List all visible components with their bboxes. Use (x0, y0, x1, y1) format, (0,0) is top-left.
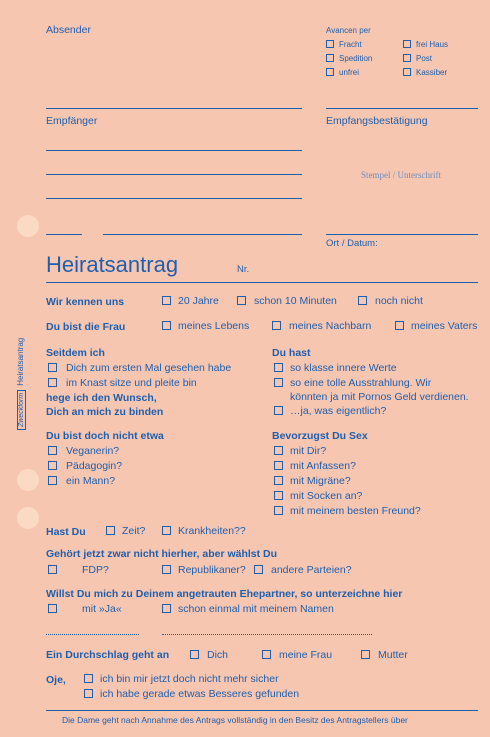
form-nr-label: Nr. (237, 264, 250, 275)
avancen-fracht-checkbox[interactable] (326, 40, 334, 48)
waehlst-republikaner-label: Republikaner? (178, 564, 246, 576)
durchschlag-mutter-label: Mutter (378, 649, 408, 661)
durchschlag-frau-label: meine Frau (279, 649, 333, 661)
durchschlag-mutter-checkbox[interactable] (361, 650, 370, 659)
duhast-eigentlich-label: …ja, was eigentlich? (290, 405, 387, 417)
empfaenger-label: Empfänger (46, 115, 98, 127)
duhast-ausstrahlung-checkbox[interactable] (274, 378, 283, 387)
hastdu-zeit-label: Zeit? (122, 525, 146, 537)
sex-label: Bevorzugst Du Sex (272, 430, 368, 442)
sex-freund-label: mit meinem besten Freund? (290, 505, 421, 517)
nicht-etwa-veganerin-checkbox[interactable] (48, 446, 57, 455)
sex-anfassen-label: mit Anfassen? (290, 460, 356, 472)
footer-text: Die Dame geht nach Annahme des Antrags vollständig in den Besitz des Antragstellers über (62, 715, 408, 725)
waehlst-fdp-label: FDP? (82, 564, 109, 576)
sex-migraene-checkbox[interactable] (274, 476, 283, 485)
avancen-post-checkbox[interactable] (403, 54, 411, 62)
willst-ja-checkbox[interactable] (48, 604, 57, 613)
avancen-kassiber-label: Kassiber (416, 68, 448, 77)
form-title: Heiratsantrag (46, 252, 179, 277)
sex-mitdir-label: mit Dir? (290, 445, 327, 457)
frau-label: Du bist die Frau (46, 321, 126, 333)
avancen-post-label: Post (416, 54, 433, 63)
ort-datum-label: Ort / Datum: (326, 238, 378, 249)
durchschlag-dich-checkbox[interactable] (190, 650, 199, 659)
sex-freund-checkbox[interactable] (274, 506, 283, 515)
avancen-unfrei-label: unfrei (339, 68, 360, 77)
empfaenger-line-4b[interactable] (103, 234, 302, 235)
oje-besseres-checkbox[interactable] (84, 689, 93, 698)
oje-unsicher-checkbox[interactable] (84, 674, 93, 683)
frau-vaters-checkbox[interactable] (395, 321, 404, 330)
absender-label: Absender (46, 24, 91, 36)
duhast-label: Du hast (272, 347, 311, 359)
waehlst-andere-label: andere Parteien? (271, 564, 352, 576)
nicht-etwa-label: Du bist doch nicht etwa (46, 430, 164, 442)
ort-datum-line[interactable] (326, 234, 478, 235)
waehlst-label: Gehört jetzt zwar nicht hierher, aber wählst Du (46, 548, 278, 560)
avancen-line (326, 108, 478, 109)
durchschlag-dich-label: Dich (207, 649, 229, 661)
seitdem-gesehen-label: Dich zum ersten Mal gesehen habe (66, 362, 232, 374)
avancen-freihaus-label: frei Haus (416, 40, 449, 49)
kennen-20jahre-checkbox[interactable] (162, 296, 171, 305)
footer-line (46, 710, 478, 711)
nicht-etwa-veganerin-label: Veganerin? (66, 445, 120, 457)
duhast-ausstrahlung-label: so eine tolle Ausstrahlung. Wir (290, 377, 432, 389)
kennen-label: Wir kennen uns (46, 296, 125, 308)
avancen-freihaus-checkbox[interactable] (403, 40, 411, 48)
punch-hole-middle (17, 469, 39, 491)
oje-label: Oje, (46, 674, 66, 686)
empfaenger-line-3[interactable] (46, 198, 302, 199)
hastdu-krankheiten-label: Krankheiten?? (178, 525, 246, 537)
frau-nachbarn-label: meines Nachbarn (289, 320, 372, 332)
hastdu-krankheiten-checkbox[interactable] (162, 526, 171, 535)
nicht-etwa-paedagogin-label: Pädagogin? (66, 460, 123, 472)
frau-nachbarn-checkbox[interactable] (272, 321, 281, 330)
nicht-etwa-mann-label: ein Mann? (66, 475, 116, 487)
willst-label: Willst Du mich zu Deinem angetrauten Ehepartner, so unterzeichne hier (46, 588, 403, 600)
waehlst-andere-checkbox[interactable] (254, 565, 263, 574)
duhast-eigentlich-checkbox[interactable] (274, 406, 283, 415)
hastdu-zeit-checkbox[interactable] (106, 526, 115, 535)
waehlst-fdp-checkbox[interactable] (48, 565, 57, 574)
empfangsbestaetigung-label: Empfangsbestätigung (326, 115, 428, 127)
wunsch-line-2: Dich an mich zu binden (46, 406, 164, 418)
signature-line-name[interactable] (162, 634, 372, 635)
willst-namen-checkbox[interactable] (162, 604, 171, 613)
willst-ja-label: mit »Ja« (82, 603, 122, 615)
frau-vaters-label: meines Vaters (411, 320, 478, 332)
seitdem-gesehen-checkbox[interactable] (48, 363, 57, 372)
avancen-kassiber-checkbox[interactable] (403, 68, 411, 76)
side-label-text: Heiratsantrag (16, 337, 25, 386)
duhast-ausstrahlung-cont: könnten ja mit Pornos Geld verdienen. (290, 391, 469, 403)
kennen-20jahre-label: 20 Jahre (178, 295, 219, 307)
kennen-10minuten-label: schon 10 Minuten (254, 295, 337, 307)
sex-migraene-label: mit Migräne? (290, 475, 351, 487)
durchschlag-label: Ein Durchschlag geht an (46, 649, 170, 661)
punch-hole-top (17, 215, 39, 237)
empfaenger-line-4a[interactable] (46, 234, 82, 235)
stempel-label: Stempel / Unterschrift (361, 170, 441, 180)
kennen-nochnicht-label: noch nicht (375, 295, 423, 307)
punch-hole-bottom (17, 507, 39, 529)
oje-unsicher-label: ich bin mir jetzt doch nicht mehr sicher (100, 673, 279, 685)
empfaenger-line-1[interactable] (46, 150, 302, 151)
kennen-10minuten-checkbox[interactable] (237, 296, 246, 305)
hastdu-label: Hast Du (46, 526, 86, 538)
absender-line (46, 108, 302, 109)
waehlst-republikaner-checkbox[interactable] (162, 565, 171, 574)
empfaenger-line-2[interactable] (46, 174, 302, 175)
sex-socken-checkbox[interactable] (274, 491, 283, 500)
duhast-werte-checkbox[interactable] (274, 363, 283, 372)
nicht-etwa-mann-checkbox[interactable] (48, 476, 57, 485)
sex-mitdir-checkbox[interactable] (274, 446, 283, 455)
frau-lebens-label: meines Lebens (178, 320, 250, 332)
avancen-title: Avancen per (326, 26, 371, 35)
avancen-fracht-label: Fracht (339, 40, 362, 49)
seitdem-knast-label: im Knast sitze und pleite bin (66, 377, 197, 389)
oje-besseres-label: ich habe gerade etwas Besseres gefunden (100, 688, 300, 700)
seitdem-label: Seitdem ich (46, 347, 105, 359)
kennen-nochnicht-checkbox[interactable] (358, 296, 367, 305)
frau-lebens-checkbox[interactable] (162, 321, 171, 330)
sex-anfassen-checkbox[interactable] (274, 461, 283, 470)
nicht-etwa-paedagogin-checkbox[interactable] (48, 461, 57, 470)
willst-namen-label: schon einmal mit meinem Namen (178, 603, 334, 615)
wunsch-line-1: hege ich den Wunsch, (46, 392, 157, 404)
side-label (16, 338, 26, 430)
seitdem-knast-checkbox[interactable] (48, 378, 57, 387)
avancen-spedition-checkbox[interactable] (326, 54, 334, 62)
avancen-spedition-label: Spedition (339, 54, 373, 63)
durchschlag-frau-checkbox[interactable] (262, 650, 271, 659)
sex-socken-label: mit Socken an? (290, 490, 363, 502)
brand-logo: Zweckform (17, 390, 26, 430)
duhast-werte-label: so klasse innere Werte (290, 362, 397, 374)
avancen-unfrei-checkbox[interactable] (326, 68, 334, 76)
signature-line-ja[interactable] (46, 634, 139, 635)
title-underline (46, 282, 478, 283)
